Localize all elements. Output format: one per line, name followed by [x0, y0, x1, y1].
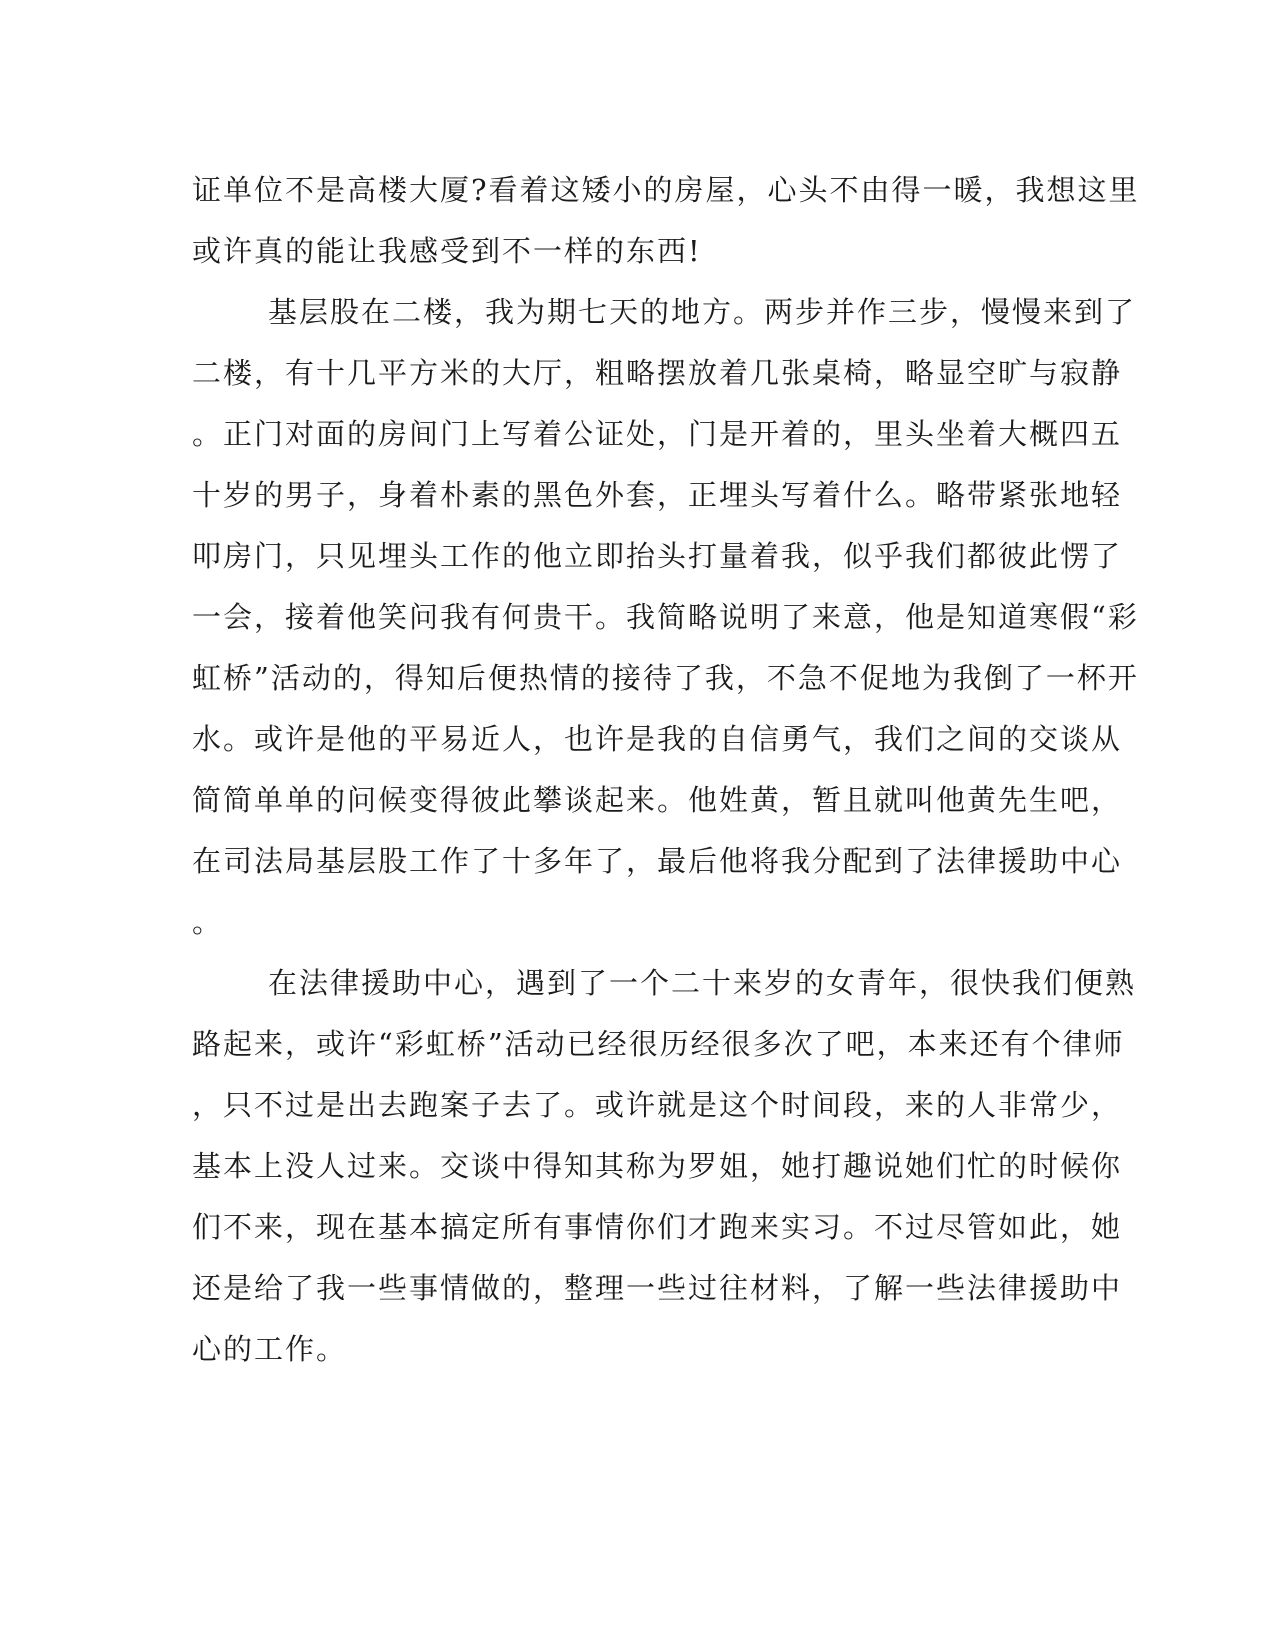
text-line: 基本上没人过来。交谈中得知其称为罗姐，她打趣说她们忙的时候你	[192, 1149, 1123, 1183]
text-line: 心的工作。	[192, 1332, 348, 1366]
text-line: 二楼，有十几平方米的大厅，粗略摆放着几张桌椅，略显空旷与寂静	[192, 356, 1123, 390]
text-line: 十岁的男子，身着朴素的黑色外套，正埋头写着什么。略带紧张地轻	[192, 478, 1123, 512]
text-line: 在司法局基层股工作了十多年了，最后他将我分配到了法律援助中心	[192, 844, 1123, 878]
text-line: 一会，接着他笑问我有何贵干。我简略说明了来意，他是知道寒假“彩	[192, 600, 1139, 634]
text-line: 水。或许是他的平易近人，也许是我的自信勇气，我们之间的交谈从	[192, 722, 1123, 756]
text-line: 。正门对面的房间门上写着公证处，门是开着的，里头坐着大概四五	[192, 417, 1123, 451]
text-line: 还是给了我一些事情做的，整理一些过往材料，了解一些法律援助中	[192, 1271, 1123, 1305]
text-line: ，只不过是出去跑案子去了。或许就是这个时间段，来的人非常少，	[192, 1088, 1123, 1122]
paragraph-1	[192, 160, 1140, 282]
text-line: 。	[192, 905, 224, 939]
text-line: 叩房门，只见埋头工作的他立即抬头打量着我，似乎我们都彼此愣了	[192, 539, 1123, 573]
text-line: 证单位不是高楼大厦?看着这矮小的房屋，心头不由得一暖，我想这里	[192, 173, 1140, 207]
text-line: 基层股在二楼，我为期七天的地方。两步并作三步，慢慢来到了	[268, 295, 1137, 329]
paragraph-3	[192, 953, 1137, 1380]
paragraph-2	[192, 282, 1139, 953]
text-line: 在法律援助中心，遇到了一个二十来岁的女青年，很快我们便熟	[268, 966, 1137, 1000]
text-line: 路起来，或许“彩虹桥”活动已经很历经很多次了吧，本来还有个律师	[192, 1027, 1125, 1061]
text-line: 虹桥”活动的，得知后便热情的接待了我，不急不促地为我倒了一杯开	[192, 661, 1139, 695]
text-line: 们不来，现在基本搞定所有事情你们才跑来实习。不过尽管如此，她	[192, 1210, 1123, 1244]
text-line: 或许真的能让我感受到不一样的东西!	[192, 234, 702, 268]
text-line: 简简单单的问候变得彼此攀谈起来。他姓黄，暂且就叫他黄先生吧，	[192, 783, 1123, 817]
document-body	[192, 160, 1140, 1380]
